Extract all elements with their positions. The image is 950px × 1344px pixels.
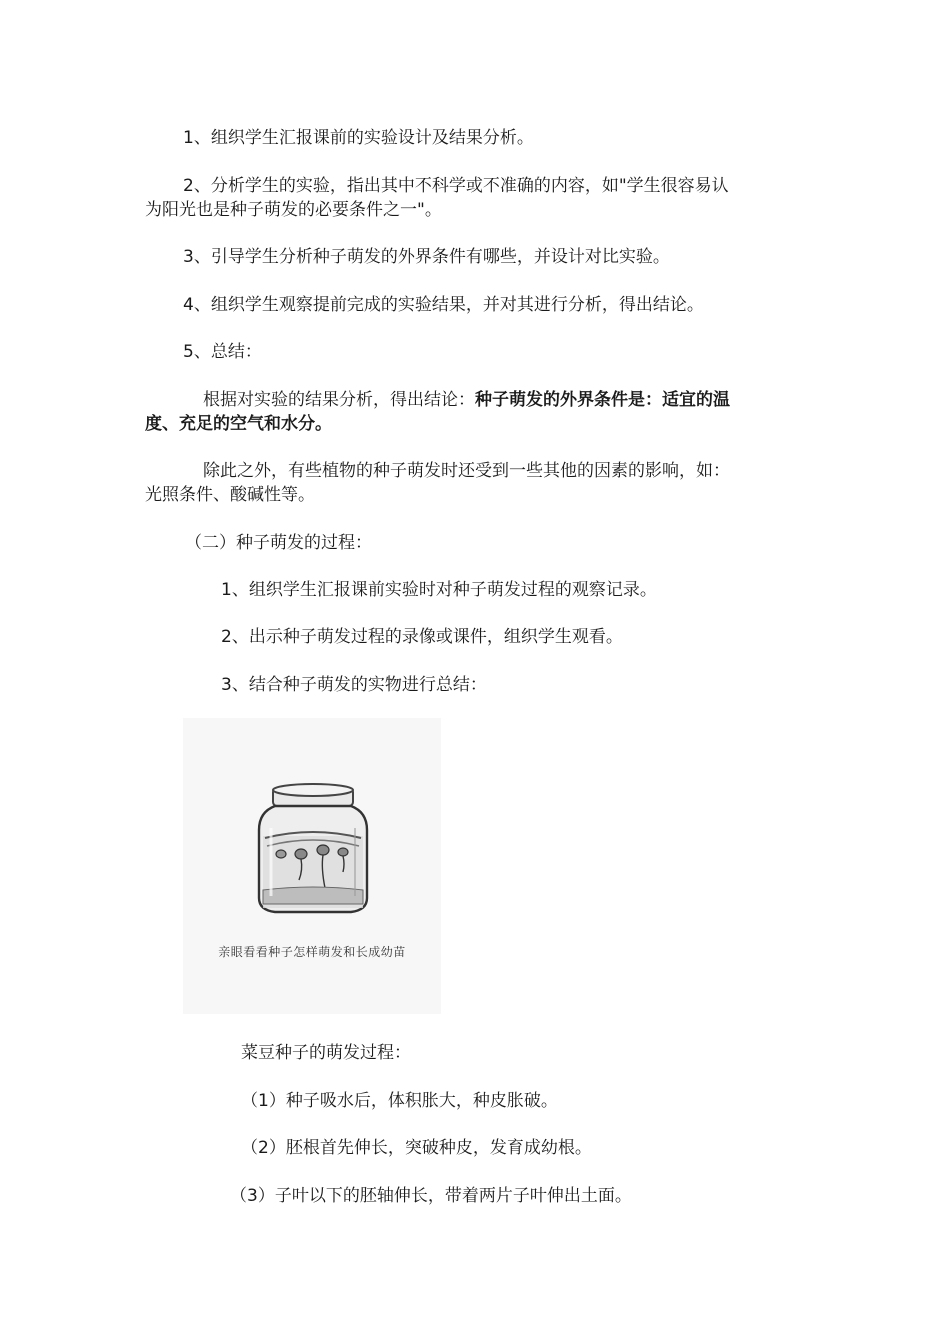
conclusion-line-1 — [203, 388, 730, 412]
bean-step-3: （3）子叶以下的胚轴伸长，带着两片子叶伸出土面。 — [230, 1186, 632, 1206]
step-s1: 1、组织学生汇报课前实验时对种子萌发过程的观察记录。 — [221, 580, 657, 600]
bean-step-2: （2）胚根首先伸长，突破种皮，发育成幼根。 — [241, 1138, 592, 1158]
seed-jar-figure — [183, 718, 441, 1014]
section-2-heading: （二）种子萌发的过程： — [185, 533, 372, 553]
step-s2: 2、出示种子萌发过程的录像或课件，组织学生观看。 — [221, 627, 623, 647]
paragraph-4: 4、组织学生观察提前完成的实验结果，并对其进行分析，得出结论。 — [183, 295, 704, 315]
conclusion-bold-2: 度、充足的空气和水分。 — [145, 414, 332, 434]
extra-factors-line-1: 除此之外，有些植物的种子萌发时还受到一些其他的因素的影响，如： — [203, 461, 730, 481]
figure-caption: 亲眼看看种子怎样萌发和长成幼苗 — [218, 945, 406, 959]
step-s3: 3、结合种子萌发的实物进行总结： — [221, 675, 487, 695]
paragraph-2-line-1: 2、分析学生的实验，指出其中不科学或不准确的内容，如"学生很容易认 — [183, 176, 729, 196]
paragraph-1: 1、组织学生汇报课前的实验设计及结果分析。 — [183, 128, 534, 148]
extra-factors-line-2: 光照条件、酸碱性等。 — [145, 485, 315, 505]
paragraph-2-line-2: 为阳光也是种子萌发的必要条件之一"。 — [145, 200, 442, 220]
paragraph-5: 5、总结： — [183, 342, 262, 362]
bean-title: 菜豆种子的萌发过程： — [241, 1043, 411, 1063]
conclusion-bold-1: 种子萌发的外界条件是：适宜的温 — [475, 390, 730, 410]
bean-step-1: （1）种子吸水后，体积胀大，种皮胀破。 — [241, 1091, 558, 1111]
conclusion-prefix: 根据对实验的结果分析，得出结论： — [203, 390, 475, 410]
paragraph-3: 3、引导学生分析种子萌发的外界条件有哪些，并设计对比实验。 — [183, 247, 670, 267]
glass-jar-icon — [183, 718, 441, 938]
